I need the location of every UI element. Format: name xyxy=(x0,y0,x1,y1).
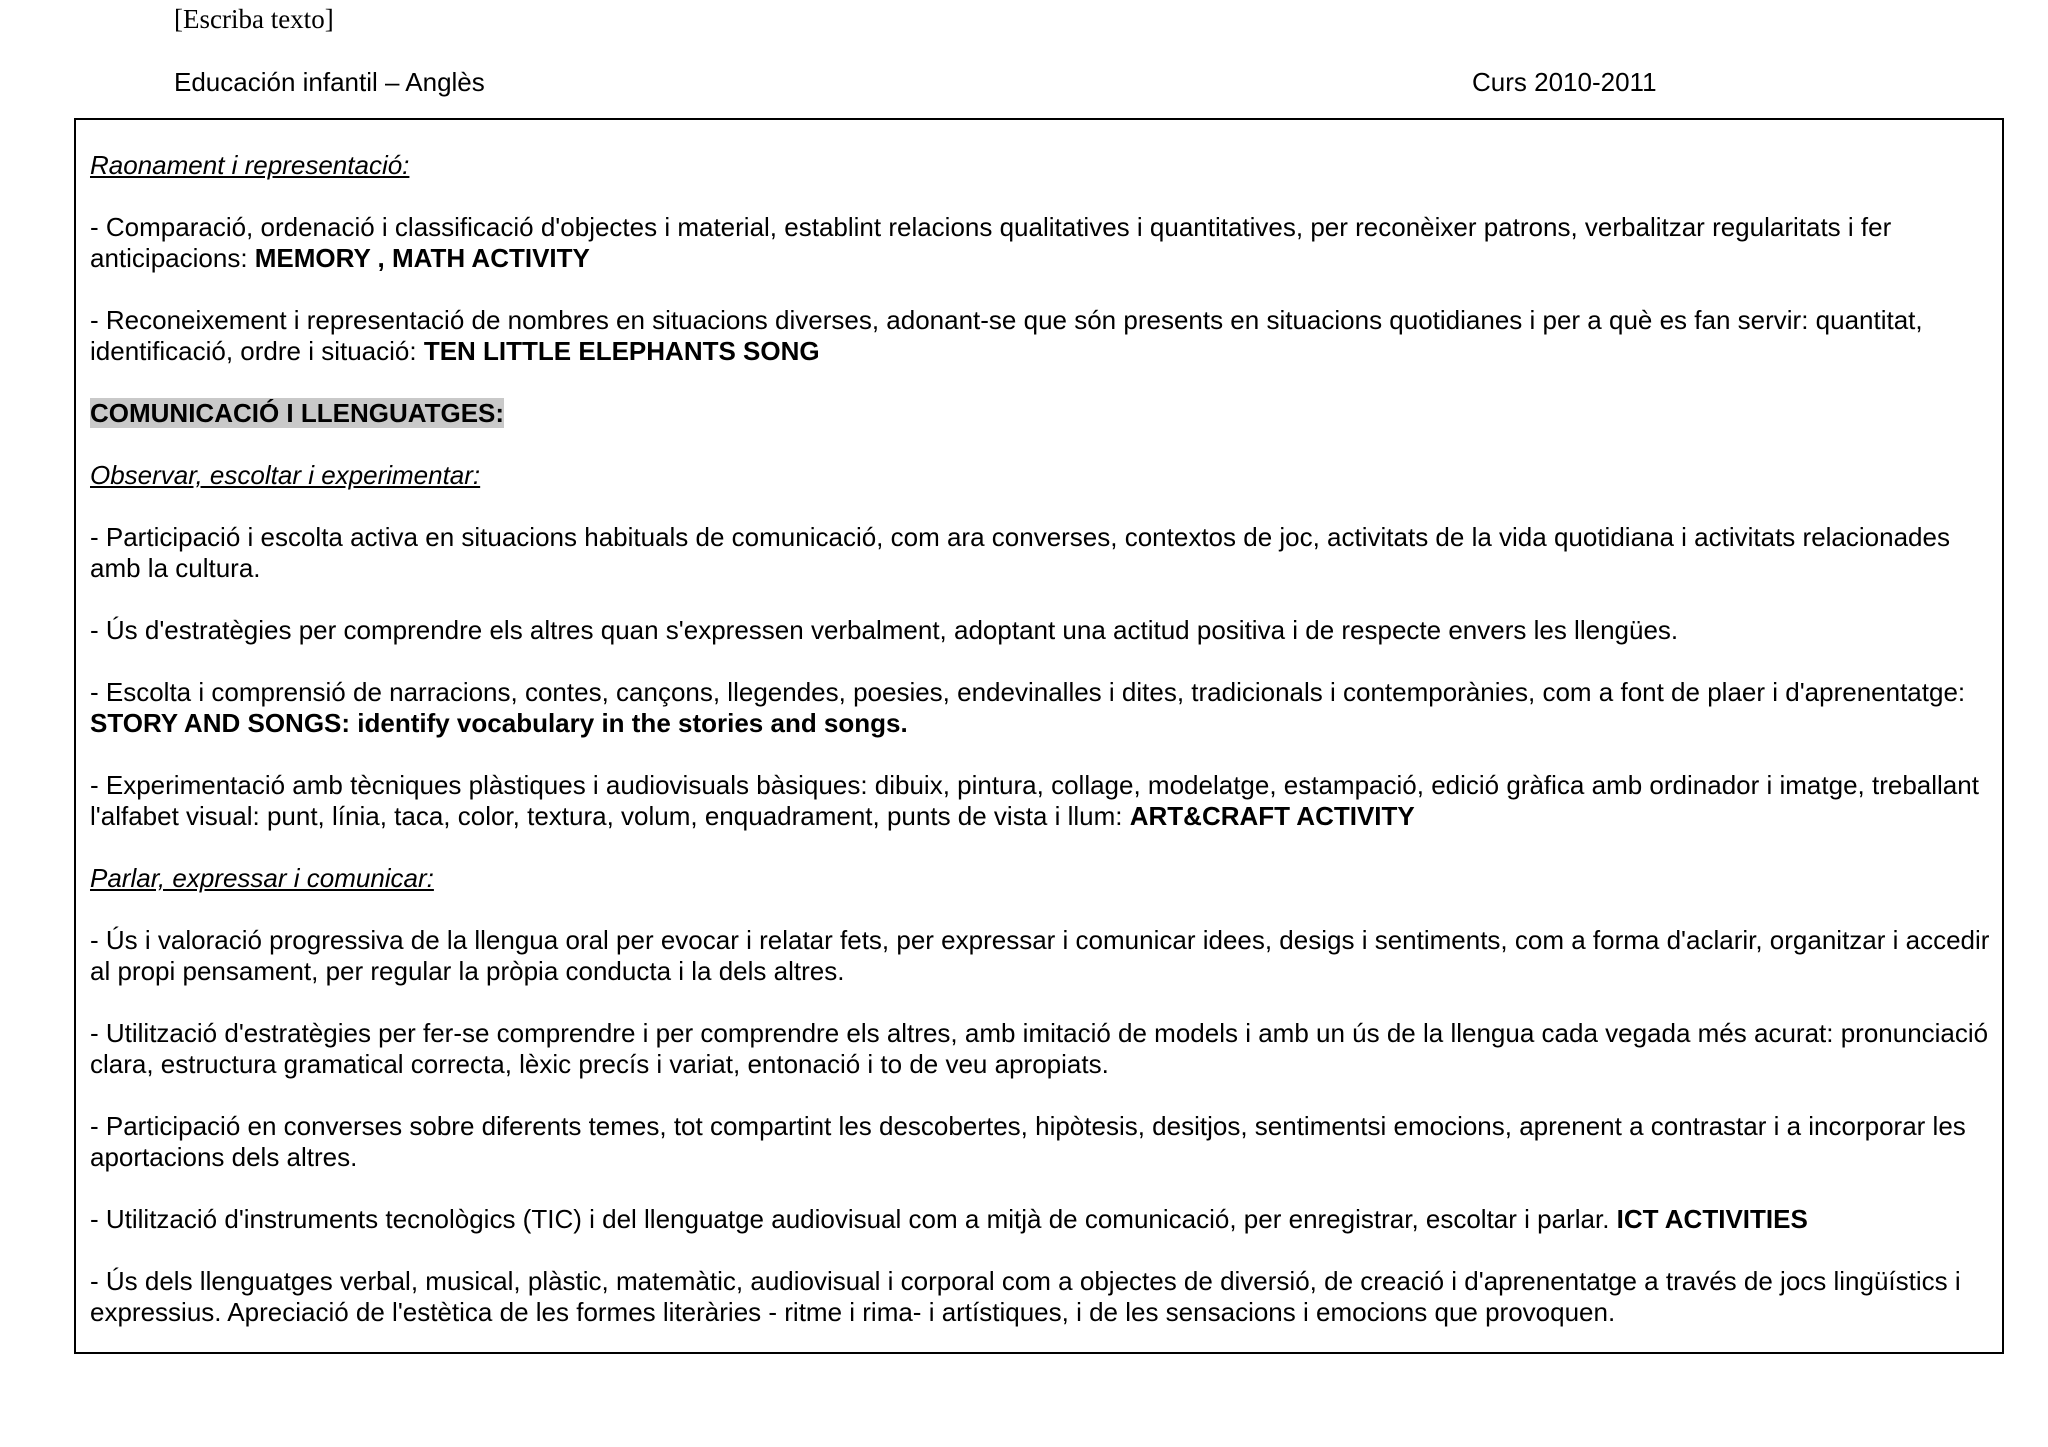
section-heading-comunicacio xyxy=(90,398,1990,429)
paragraph-text: - Escolta i comprensió de narracions, contes, cançons, llegendes, poesies, endevinalles i dites, tradicionals i contemporànies, com a font de plaer i d'aprenentatge: xyxy=(90,677,1966,707)
paragraph-escolta-comprensio xyxy=(90,677,1990,739)
subheading-raonament-text: Raonament i representació: xyxy=(90,150,410,180)
header-school-year: Curs 2010-2011 xyxy=(1472,67,1657,97)
paragraph-text: - Ús dels llenguatges verbal, musical, plàstic, matemàtic, audiovisual i corporal com a objectes de diversió, de creació i d'aprenentatge a través de jocs lingüístics i expressius. Apreciació de l'estètica de les formes literàries - ritme i rima- i artístiques, i de les sensacions i emocions que provoquen. xyxy=(90,1266,1961,1327)
paragraph-participacio-escolta xyxy=(90,522,1990,584)
paragraph-text: - Comparació, ordenació i classificació d'objectes i material, establint relacions qualitatives i quantitatives, per reconèixer patrons, verbalitzar regularitats i fer anticipacions: xyxy=(90,212,1892,273)
subheading-observar xyxy=(90,460,1990,491)
header-course-title: Educación infantil – Anglès xyxy=(174,67,485,97)
header-placeholder-text: [Escriba texto] xyxy=(174,4,334,34)
paragraph-text: - Ús d'estratègies per comprendre els altres quan s'expressen verbalment, adoptant una actitud positiva i de respecte envers les llengües. xyxy=(90,615,1679,645)
paragraph-text: - Ús i valoració progressiva de la llengua oral per evocar i relatar fets, per expressar i comunicar idees, desigs i sentiments, com a forma d'aclarir, organitzar i accedir al propi pensament, per regular la pròpia conducta i la dels altres. xyxy=(90,925,1990,986)
paragraph-estrategies-comprendre xyxy=(90,615,1990,646)
paragraph-text: - Participació i escolta activa en situacions habituals de comunicació, com ara converses, contextos de joc, activitats de la vida quotidiana i activitats relacionades amb la cultura. xyxy=(90,522,1950,583)
paragraph-us-valoracio xyxy=(90,925,1990,987)
paragraph-us-llenguatges xyxy=(90,1266,1990,1328)
paragraph-experimentacio xyxy=(90,770,1990,832)
section-heading-text: COMUNICACIÓ I LLENGUATGES: xyxy=(90,398,505,428)
paragraph-text: - Utilització d'instruments tecnològics (TIC) i del llenguatge audiovisual com a mitjà de comunicació, per enregistrar, escoltar i parlar. xyxy=(90,1204,1617,1234)
activity-label: STORY AND SONGS: identify vocabulary in the stories and songs. xyxy=(90,708,908,738)
paragraph-text: - Reconeixement i representació de nombres en situacions diverses, adonant-se que són presents en situacions quotidianes i per a què es fan servir: quantitat, identificació, ordre i situació: xyxy=(90,305,1923,366)
activity-label: ICT ACTIVITIES xyxy=(1616,1204,1808,1234)
paragraph-utilitzacio-estrategies xyxy=(90,1018,1990,1080)
activity-label: ART&CRAFT ACTIVITY xyxy=(1129,801,1415,831)
paragraph-text: - Participació en converses sobre diferents temes, tot compartint les descobertes, hipòtesis, desitjos, sentimentsi emocions, aprenent a contrastar i a incorporar les aportacions dels altres. xyxy=(90,1111,1966,1172)
paragraph-participacio-converses xyxy=(90,1111,1990,1173)
subheading-parlar xyxy=(90,863,1990,894)
activity-label: TEN LITTLE ELEPHANTS SONG xyxy=(423,336,820,366)
paragraph-comparacio xyxy=(90,212,1990,274)
paragraph-instruments-tecnologics xyxy=(90,1204,1990,1235)
activity-label: MEMORY , MATH ACTIVITY xyxy=(254,243,590,273)
subheading-parlar-text: Parlar, expressar i comunicar: xyxy=(90,863,434,893)
subheading-observar-text: Observar, escoltar i experimentar: xyxy=(90,460,481,490)
paragraph-text: - Utilització d'estratègies per fer-se comprendre i per comprendre els altres, amb imitació de models i amb un ús de la llengua cada vegada més acurat: pronunciació clara, estructura gramatical correcta, lèxic precís i variat, entonació i to de veu apropiats. xyxy=(90,1018,1989,1079)
subheading-raonament xyxy=(90,150,1990,181)
paragraph-reconeixement xyxy=(90,305,1990,367)
paragraph-text: - Experimentació amb tècniques plàstiques i audiovisuals bàsiques: dibuix, pintura, collage, modelatge, estampació, edició gràfica amb ordinador i imatge, treballant l'alfabet visual: punt, línia, taca, color, textura, volum, enquadrament, punts de vista i llum: xyxy=(90,770,1979,831)
content-frame xyxy=(74,118,2004,1354)
